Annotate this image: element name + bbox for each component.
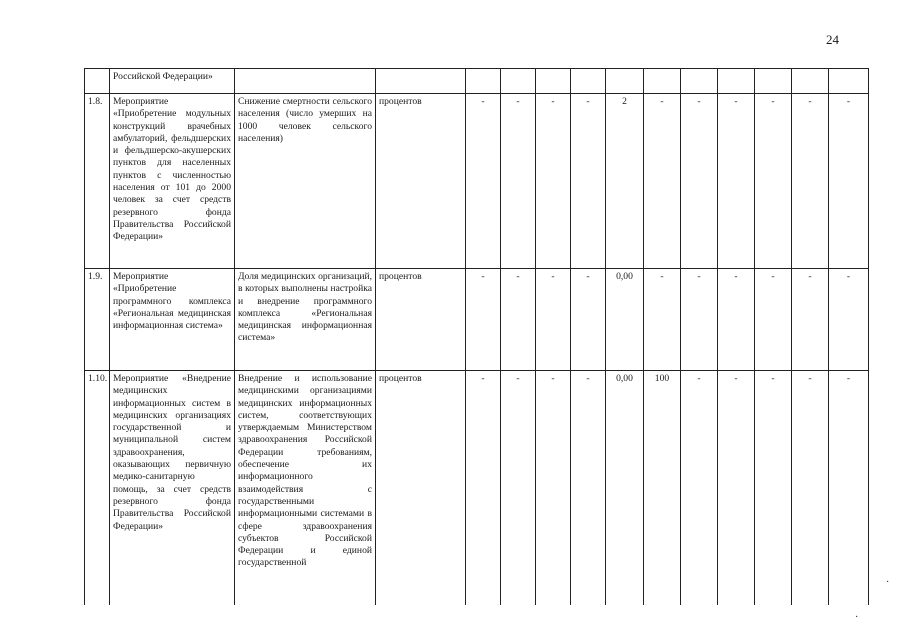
value-cell: -	[792, 371, 829, 606]
scan-speck: ·	[886, 577, 890, 588]
table-cell	[792, 69, 829, 94]
value-cell: -	[501, 94, 536, 269]
value-cell: -	[681, 371, 718, 606]
activity-cell: Мероприятие «Приобретение программного комплекса «Региональная медицинская информационная система»	[110, 269, 235, 371]
unit-cell: процентов	[376, 371, 466, 606]
table-row-continuation	[85, 69, 869, 94]
value-cell: -	[501, 269, 536, 371]
value-cell: -	[681, 269, 718, 371]
value-cell: -	[681, 94, 718, 269]
table-cell	[755, 69, 792, 94]
value-cell: 2	[606, 94, 644, 269]
indicator-cell: Доля медицинских организаций, в которых выполнены настройка и внедрение программного комплекса «Региональная медицинская информационная система»	[235, 269, 376, 371]
activity-cell: Мероприятие «Внедрение медицинских информационных систем в медицинских организациях государственной и муниципальной систем здравоохранения, оказывающих первичную медико-санитарную помощь, за счет средств резервного фонда Правительства Российской Федерации»	[110, 371, 235, 606]
scan-speck: ·	[855, 612, 859, 623]
value-cell: -	[466, 269, 501, 371]
value-cell: -	[571, 94, 606, 269]
value-cell: 100	[644, 371, 681, 606]
table-cell	[571, 69, 606, 94]
value-cell: -	[536, 371, 571, 606]
page-number: 24	[826, 32, 839, 47]
value-cell: -	[536, 94, 571, 269]
row-number: 1.10.	[85, 371, 110, 606]
table-row	[85, 371, 869, 606]
indicator-cell: Внедрение и использование медицинскими организациями медицинских информационных систем, соответствующих утверждаемым Министерством здравоохранения Российской Федерации требованиям, обеспечение их информационного взаимодействия с государственными информационными системами в сфере здравоохранения субъектов Российской Федерации и единой государственной	[235, 371, 376, 606]
value-cell: 0,00	[606, 269, 644, 371]
value-cell: 0,00	[606, 371, 644, 606]
value-cell: -	[829, 371, 869, 606]
value-cell: -	[644, 94, 681, 269]
value-cell: -	[718, 94, 755, 269]
value-cell: -	[466, 371, 501, 606]
table-row	[85, 94, 869, 269]
value-cell: -	[792, 269, 829, 371]
value-cell: -	[501, 371, 536, 606]
table-cell	[501, 69, 536, 94]
value-cell: -	[829, 269, 869, 371]
value-cell: -	[755, 371, 792, 606]
row-number: 1.9.	[85, 269, 110, 371]
unit-cell: процентов	[376, 94, 466, 269]
table-cell	[606, 69, 644, 94]
table-cell	[466, 69, 501, 94]
activity-cell: Мероприятие «Приобретение модульных конструкций врачебных амбулаторий, фельдшерских и фельдшерско-акушерских пунктов для населенных пунктов с численностью населения от 101 до 2000 человек за счет средств резервного фонда Правительства Российской Федерации»	[110, 94, 235, 269]
table-cell	[681, 69, 718, 94]
value-cell: -	[466, 94, 501, 269]
continuation-cell: Российской Федерации»	[110, 69, 235, 94]
unit-cell: процентов	[376, 269, 466, 371]
table-cell	[376, 69, 466, 94]
value-cell: -	[755, 94, 792, 269]
table-cell	[644, 69, 681, 94]
value-cell: -	[718, 371, 755, 606]
value-cell: -	[755, 269, 792, 371]
value-cell: -	[829, 94, 869, 269]
value-cell: -	[644, 269, 681, 371]
value-cell: -	[718, 269, 755, 371]
table-cell	[235, 69, 376, 94]
value-cell: -	[571, 269, 606, 371]
row-number: 1.8.	[85, 94, 110, 269]
indicator-cell: Снижение смертности сельского населения (число умерших на 1000 человек сельского населения)	[235, 94, 376, 269]
table-cell	[829, 69, 869, 94]
table-cell	[85, 69, 110, 94]
table-cell	[536, 69, 571, 94]
indicators-table	[84, 68, 869, 605]
value-cell: -	[536, 269, 571, 371]
value-cell: -	[571, 371, 606, 606]
value-cell: -	[792, 94, 829, 269]
table-row	[85, 269, 869, 371]
table-cell	[718, 69, 755, 94]
